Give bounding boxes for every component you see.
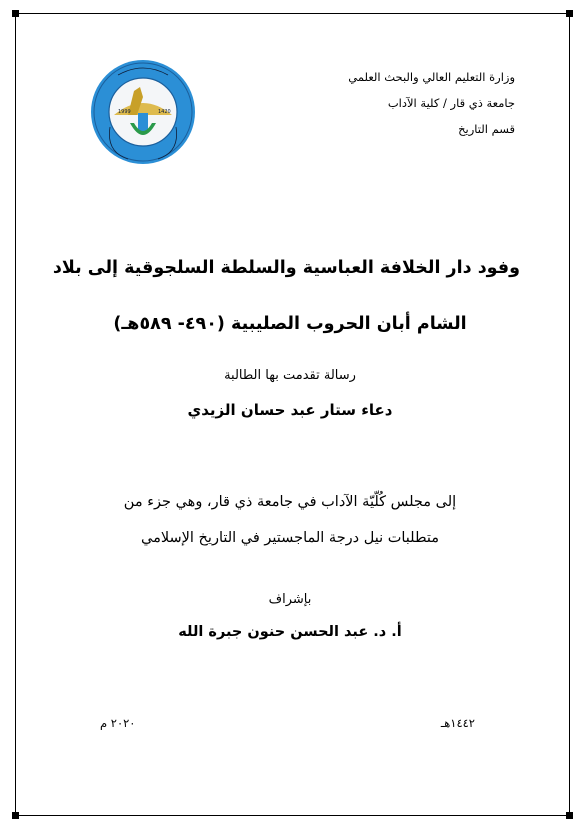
- corner-ornament: [566, 812, 573, 819]
- purpose-line-1: إلى مجلس كُلّيّة الآداب في جامعة ذي قار، وهي جزء من: [123, 494, 457, 510]
- submission-purpose: [60, 484, 520, 556]
- svg-text:1999: 1999: [118, 109, 131, 115]
- gregorian-date: ٢٠٢٠ م: [100, 716, 136, 730]
- ministry-name: وزارة التعليم العالي والبحث العلمي: [348, 70, 515, 84]
- university-name: جامعة ذي قار / كلية الآداب: [387, 96, 515, 110]
- supervision-label: بإشراف: [268, 592, 312, 607]
- institution-header: [348, 64, 515, 142]
- corner-ornament: [12, 812, 19, 819]
- thesis-title-line-1: وفود دار الخلافة العباسية والسلطة السلجوقية إلى بلاد: [52, 258, 520, 278]
- submission-intro: رسالة تقدمت بها الطالبة: [224, 368, 356, 383]
- department-name: قسم التاريخ: [458, 122, 515, 136]
- purpose-line-2: متطلبات نيل درجة الماجستير في التاريخ الإسلامي: [140, 530, 440, 546]
- corner-ornament: [566, 10, 573, 17]
- supervisor-name: أ. د. عبد الحسن حنون جبرة الله: [178, 624, 402, 640]
- university-seal-icon: [88, 57, 198, 167]
- corner-ornament: [12, 10, 19, 17]
- hijri-date: ١٤٤٢هـ: [440, 716, 475, 730]
- thesis-title: [52, 240, 520, 352]
- svg-text:1420: 1420: [158, 109, 171, 115]
- thesis-title-line-2: الشام أبان الحروب الصليبية (٤٩٠- ٥٨٩هـ): [113, 314, 467, 334]
- student-name: دعاء ستار عبد حسان الزيدي: [187, 401, 393, 419]
